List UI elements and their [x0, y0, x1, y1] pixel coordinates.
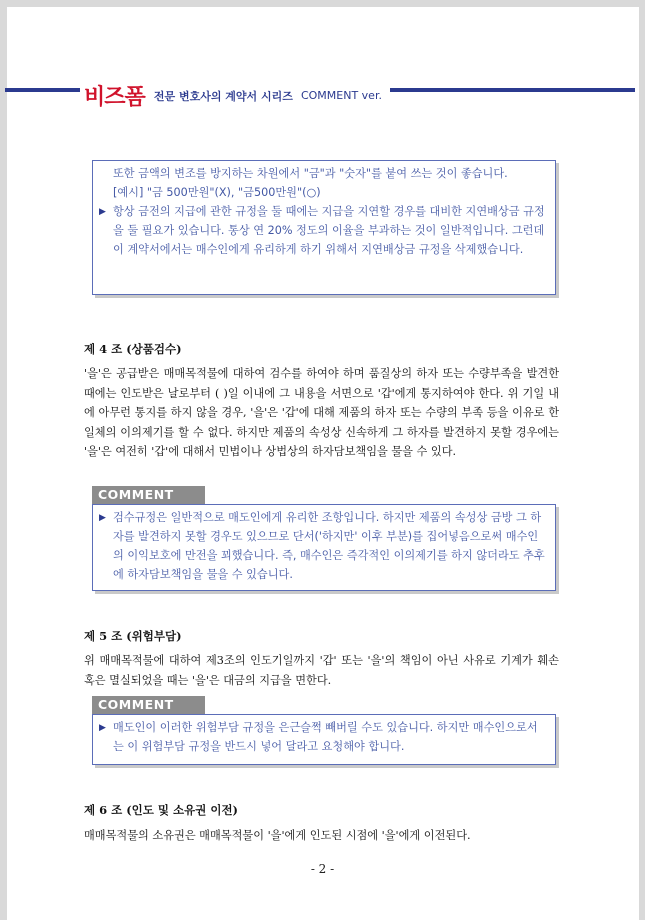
box-bullet-text: 항상 금전의 지급에 관한 규정을 둘 때에는 지급을 지연할 경우를 대비한 지연배상금 규정을 둘 필요가 있습니다. 통상 연 20% 정도의 이율을 부과하는 것이 일반적입니다. 그런데 이 계약서에서는 매수인에게 유리하게 하기 위해서 지연배상금 규정을 삭제했습니다. — [113, 205, 545, 256]
article-4-comment-box — [92, 504, 556, 591]
article-6-title: 제 6 조 (인도 및 소유권 이전) — [84, 803, 238, 817]
series-title: 전문 변호사의 계약서 시리즈 — [153, 89, 293, 103]
comment-5-text: 매도인이 이러한 위험부담 규정을 은근슬쩍 빼버릴 수도 있습니다. 하지만 매수인으로서는 이 위험부담 규정을 반드시 넣어 달라고 요청해야 합니다. — [113, 721, 538, 753]
version-label: COMMENT ver. — [300, 89, 382, 102]
box-line-2: [예시] "금 500만원"(X), "금500만원"(○) — [113, 186, 321, 199]
triangle-right-icon: ▶ — [99, 207, 106, 217]
header — [80, 80, 390, 110]
article-6-text: 매매목적물의 소유권은 매매목적물이 '을'에게 인도된 시점에 '을'에게 이전된다. — [84, 829, 471, 842]
comment-4-item — [99, 508, 547, 584]
article-5-title: 제 5 조 (위험부담) — [84, 629, 182, 643]
box-line-1: 또한 금액의 변조를 방지하는 차원에서 "금"과 "숫자"를 붙여 쓰는 것이 좋습니다. — [113, 167, 508, 180]
triangle-right-icon: ▶ — [99, 513, 106, 523]
article-5-text: 위 매매목적물에 대하여 제3조의 인도기일까지 '갑' 또는 '을'의 책임이 아닌 사유로 기계가 훼손 혹은 멸실되었을 때는 '을'은 대금의 지급을 면한다. — [84, 654, 559, 687]
page-number: - 2 - — [310, 862, 335, 876]
article-5-body — [84, 651, 559, 690]
box-bullet-item — [99, 202, 547, 259]
article-4-title: 제 4 조 (상품검수) — [84, 342, 182, 356]
document-page — [7, 7, 639, 920]
comment-5-item — [99, 718, 547, 756]
comment-tag-5: COMMENT — [92, 696, 205, 714]
article-5-comment-box — [92, 714, 556, 765]
article-4-body — [84, 364, 559, 462]
triangle-right-icon: ▶ — [99, 723, 106, 733]
top-comment-box — [92, 160, 556, 295]
comment-4-text: 검수규정은 일반적으로 매도인에게 유리한 조항입니다. 하지만 제품의 속성상 금방 그 하자를 발견하지 못할 경우도 있으므로 단서('하지만' 이후 부분)를 집어넣음으로써 매수인의 이익보호에 만전을 꾀했습니다. 즉, 매수인은 즉각적인 이의제기를 하지 않더라도 추후에 하자담보책임을 물을 수 있습니다. — [113, 511, 545, 581]
brand-logo: 비즈폼 — [84, 85, 145, 110]
article-4-text: '을'은 공급받은 매매목적물에 대하여 검수를 하여야 하며 품질상의 하자 또는 수량부족을 발견한 때에는 인도받은 날로부터 ( )일 이내에 그 내용을 서면으로 '갑'에게 통지하여야 한다. 위 기일 내에 아무런 통지를 하지 않을 경우, '을'은 '갑'에 대해 제품의 하자 또는 수량의 부족 등을 이유로 한 일체의 이의제기를 할 수 없다. 하지만 제품의 속성상 신속하게 그 하자를 발견하지 못할 경우에는 '을'은 여전히 '갑'에 대해서 민법이나 상법상의 하자담보책임을 물을 수 있다. — [84, 367, 559, 459]
comment-tag-4: COMMENT — [92, 486, 205, 504]
article-6-body — [84, 826, 559, 846]
